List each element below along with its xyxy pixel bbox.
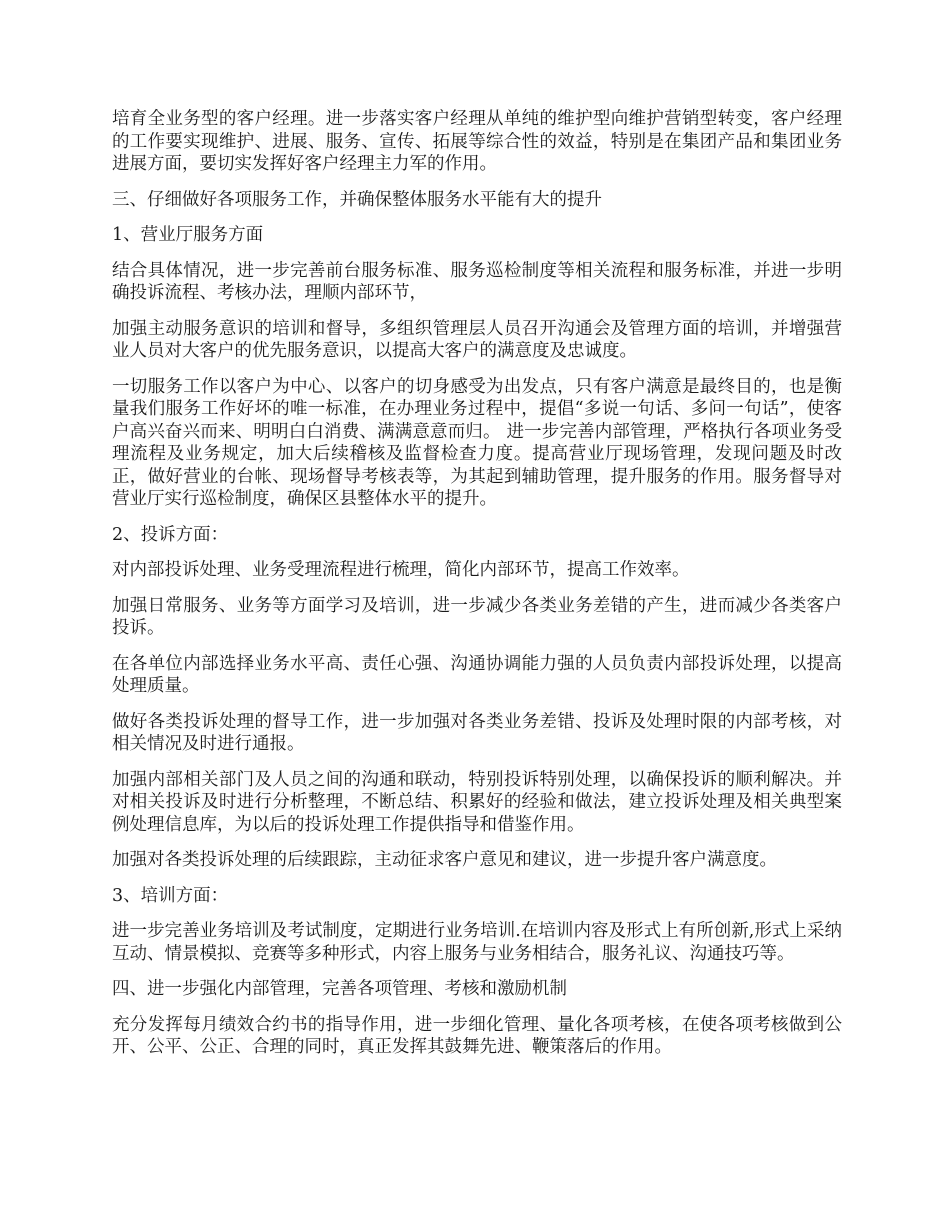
paragraph-customer-manager: 培育全业务型的客户经理。进一步落实客户经理从单纯的维护型向维护营销型转变，客户经理的工作要实现维护、进展、服务、宣传、拓展等综合性的效益，特别是在集团产品和集团业务进展方面，要切实发挥好客户经理主力军的作用。 xyxy=(112,109,842,174)
subheading-training: 3、培训方面： xyxy=(112,885,229,906)
document-body xyxy=(112,108,842,1072)
subheading-complaints: 2、投诉方面： xyxy=(112,524,229,545)
paragraph-customer-centered: 一切服务工作以客户为中心、以客户的切身感受为出发点，只有客户满意是最终目的，也是衡量我们服务工作好坏的唯一标准，在办理业务过程中，提倡“多说一句话、多问一句话”，使客户高兴奋兴而来、明明白白消费、满满意意而归。 进一步完善内部管理，严格执行各项业务受理流程及业务规定，加大后续稽核及监督检查力度。提高营业厅现场管理，发现问题及时改正，做好营业的台帐、现场督导考核表等，为其起到辅助管理，提升服务的作用。服务督导对营业厅实行巡检制度，确保区县整体水平的提升。 xyxy=(112,376,842,509)
paragraph-training-system: 进一步完善业务培训及考试制度，定期进行业务培训.在培训内容及形式上有所创新,形式上采纳互动、情景模拟、竞赛等多种形式，内容上服务与业务相结合，服务礼议、沟通技巧等。 xyxy=(112,921,842,964)
paragraph-service-standards: 结合具体情况，进一步完善前台服务标准、服务巡检制度等相关流程和服务标准，并进一步明确投诉流程、考核办法，理顺内部环节， xyxy=(112,260,842,303)
paragraph-performance-contract: 充分发挥每月绩效合约书的指导作用，进一步细化管理、量化各项考核，在使各项考核做到公开、公平、公正、合理的同时，真正发挥其鼓舞先进、鞭策落后的作用。 xyxy=(112,1014,842,1057)
paragraph-service-training: 加强主动服务意识的培训和督导，多组织管理层人员召开沟通会及管理方面的培训，并增强营业人员对大客户的优先服务意识，以提高大客户的满意度及忠诚度。 xyxy=(112,318,842,361)
paragraph-daily-training: 加强日常服务、业务等方面学习及培训，进一步减少各类业务差错的产生，进而减少各类客户投诉。 xyxy=(112,595,842,638)
paragraph-complaint-process: 对内部投诉处理、业务受理流程进行梳理，简化内部环节，提高工作效率。 xyxy=(112,560,690,580)
subheading-hall-service: 1、营业厅服务方面 xyxy=(112,225,264,245)
paragraph-complaint-supervision: 做好各类投诉处理的督导工作，进一步加强对各类业务差错、投诉及处理时限的内部考核，对相关情况及时进行通报。 xyxy=(112,711,842,754)
paragraph-follow-up: 加强对各类投诉处理的后续跟踪，主动征求客户意见和建议，进一步提升客户满意度。 xyxy=(112,850,777,870)
section-heading-service: 三、仔细做好各项服务工作，并确保整体服务水平能有大的提升 xyxy=(112,189,602,210)
paragraph-department-coordination: 加强内部相关部门及人员之间的沟通和联动，特别投诉特别处理，以确保投诉的顺利解决。并对相关投诉及时进行分析整理，不断总结、积累好的经验和做法，建立投诉处理及相关典型案例处理信息库，为以后的投诉处理工作提供指导和借鉴作用。 xyxy=(112,769,842,835)
section-heading-management: 四、进一步强化内部管理，完善各项管理、考核和激励机制 xyxy=(112,979,567,999)
paragraph-complaint-staff: 在各单位内部选择业务水平高、责任心强、沟通协调能力强的人员负责内部投诉处理，以提高处理质量。 xyxy=(112,653,842,696)
